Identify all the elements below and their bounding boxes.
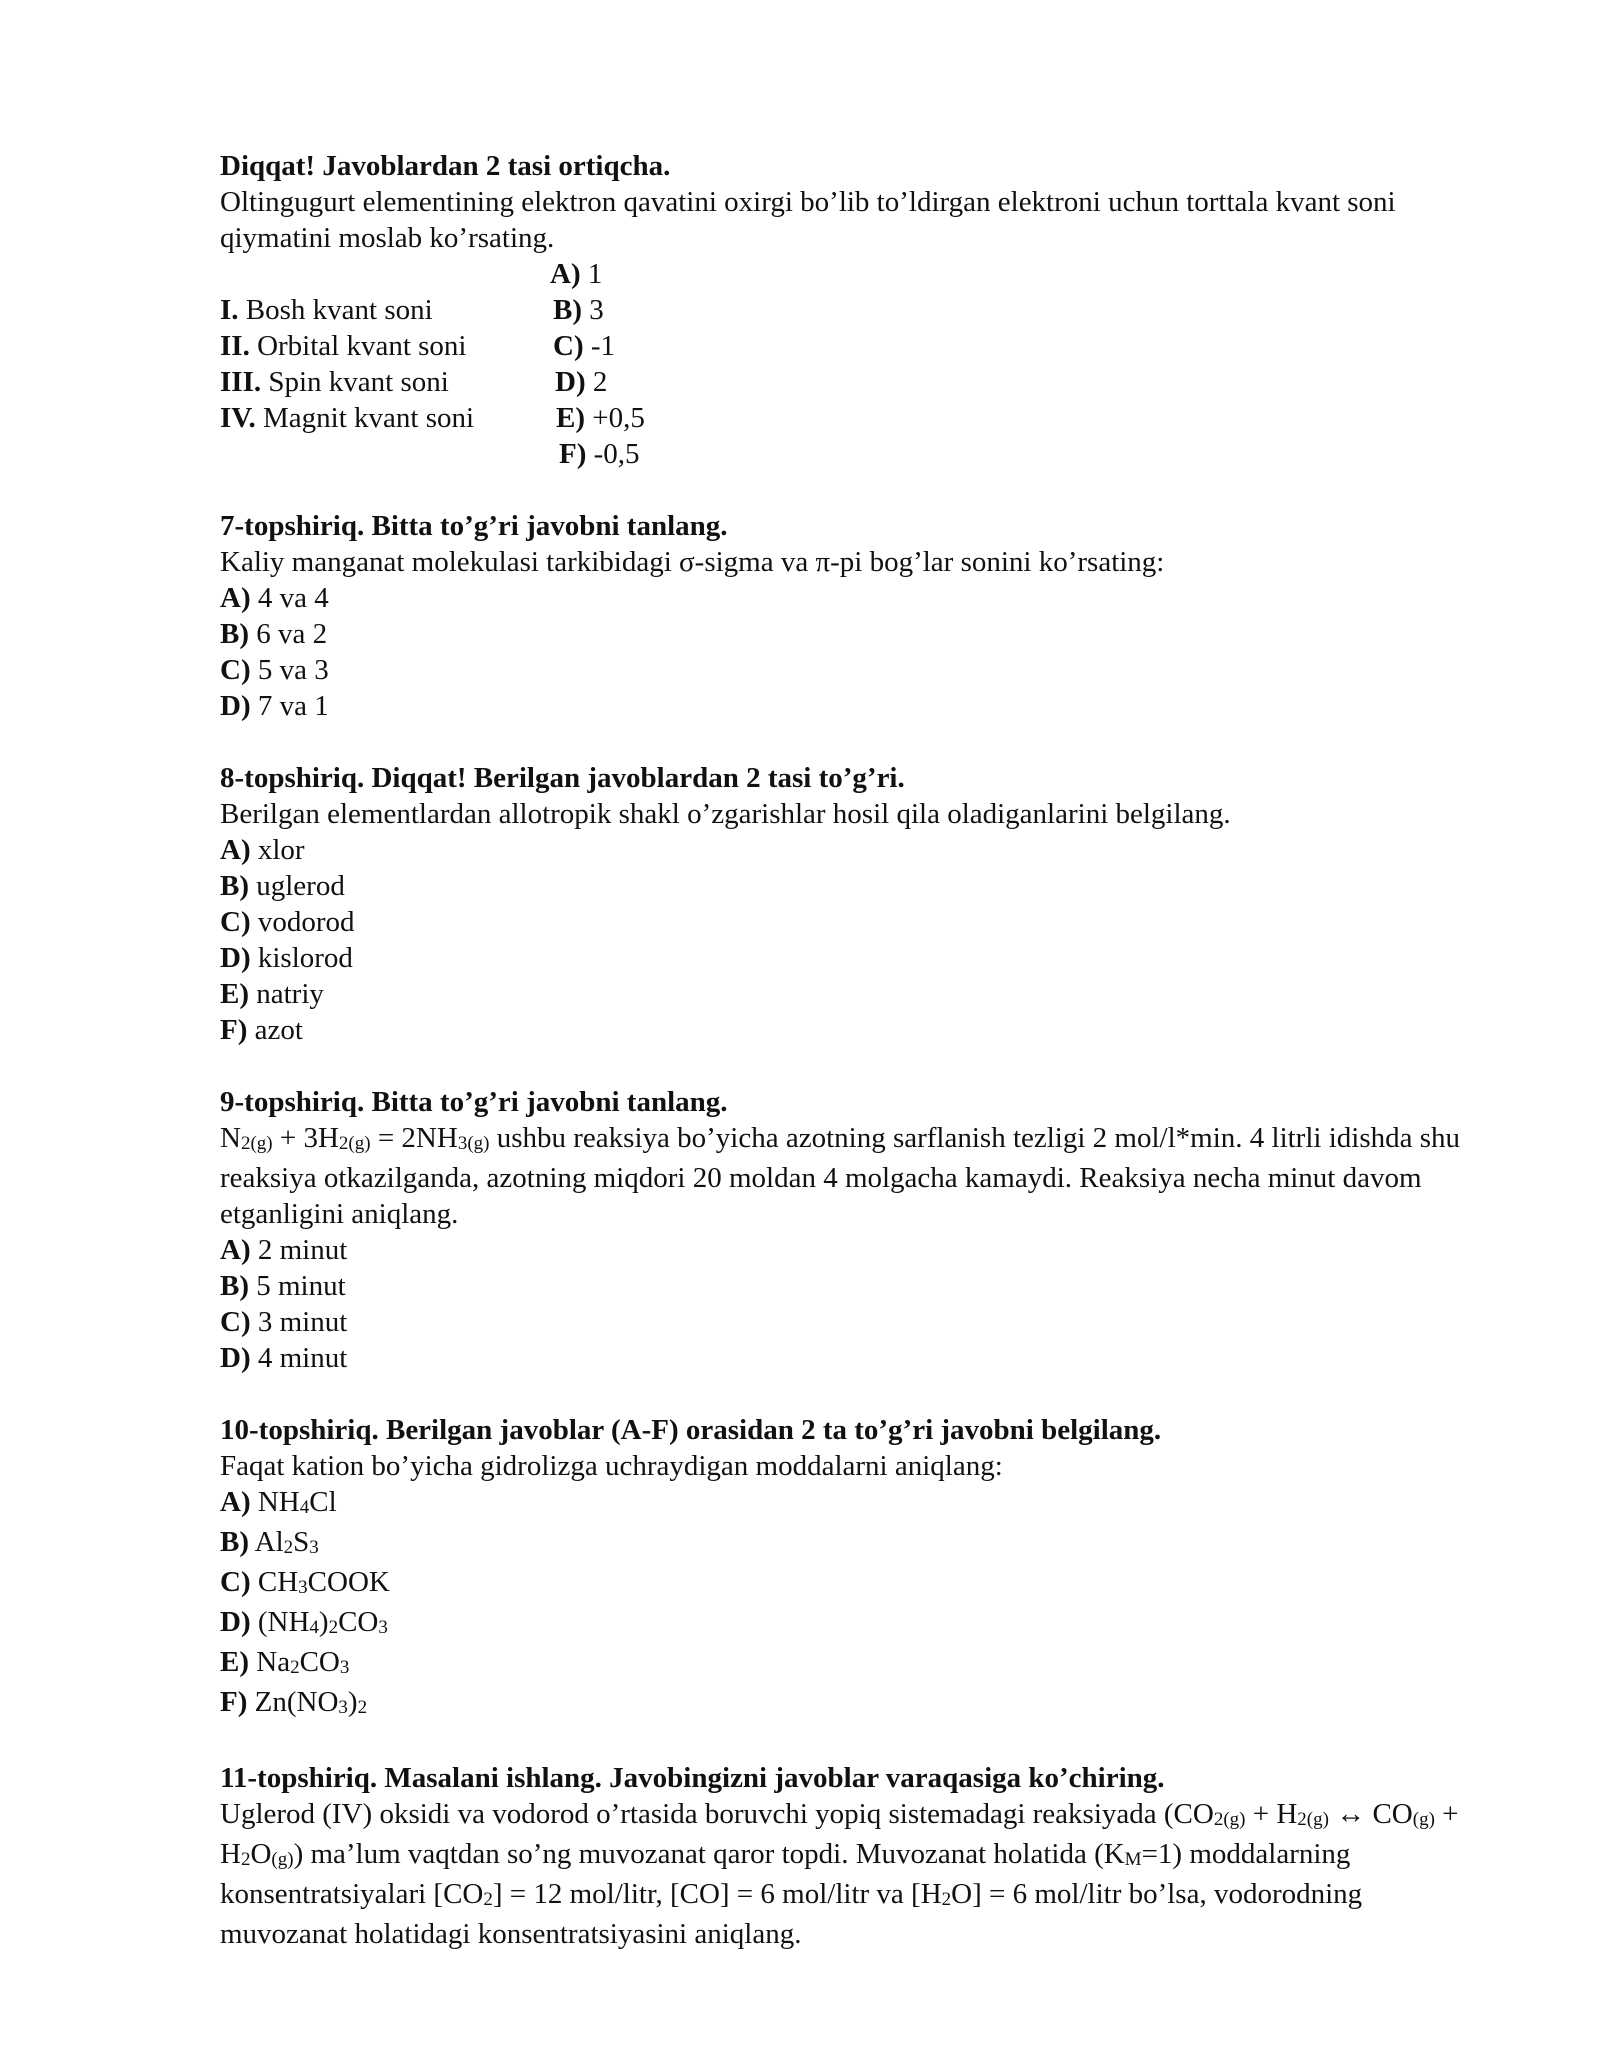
match-item-3: III. Spin kvant soni: [220, 366, 449, 398]
answer-option-a: A) xlor: [220, 834, 305, 866]
match-item-1: I. Bosh kvant soni: [220, 294, 433, 326]
answer-option-b: B) $Al_2S_3$: [220, 1526, 319, 1558]
question-6-text: Oltingugurt elementining elektron qavatini oxirgi bo’lib to’ldirgan elektroni uchun torttala kvant soni qiymatini moslab ko’rsating.: [220, 186, 1396, 254]
question-11-heading: 11-topshiriq. Masalani ishlang. Javobingizni javoblar varaqasiga ko’chiring.: [220, 1762, 1165, 1794]
answer-option-d: D) 7 va 1: [220, 690, 329, 722]
answer-option-a: A) 2 minut: [220, 1234, 348, 1266]
answer-option-b: B) uglerod: [220, 870, 345, 902]
answer-option-c: C) vodorod: [220, 906, 355, 938]
answer-option-f: F) azot: [220, 1014, 303, 1046]
question-8-text: Berilgan elementlardan allotropik shakl o’zgarishlar hosil qila oladiganlarini belgilang.: [220, 798, 1231, 830]
match-item-2: II. Orbital kvant soni: [220, 330, 467, 362]
question-10-text: Faqat kation bo’yicha gidrolizga uchraydigan moddalarni aniqlang:: [220, 1450, 1003, 1482]
document-page: [220, 148, 1480, 1952]
answer-option-d: D) 4 minut: [220, 1342, 348, 1374]
match-row: [220, 328, 1480, 364]
answer-option-b: B) 6 va 2: [220, 618, 328, 650]
question-9: [220, 1084, 1480, 1376]
question-7: [220, 508, 1480, 724]
reaction-equation: $N_{2(g)} + 3H_{2(g)} = 2NH_{3(g)}$: [220, 1122, 490, 1154]
question-10: [220, 1412, 1480, 1724]
match-row: [220, 436, 1480, 472]
answer-option-d: D) $(NH_4)_2CO_3$: [220, 1606, 388, 1638]
question-9-text: $N_{2(g)} + 3H_{2(g)} = 2NH_{3(g)}$ ushbu reaksiya bo’yicha azotning sarflanish tezligi 2 mol/l*min. 4 litrli idishda shu reaksiya otkazilganda, azotning miqdori 20 moldan 4 molgacha kamaydi. Reaksiya necha minut davom etganligini aniqlang.: [220, 1122, 1461, 1230]
question-11: [220, 1760, 1480, 1952]
match-item-4: IV. Magnit kvant soni: [220, 402, 475, 434]
question-9-heading: 9-topshiriq. Bitta to’g’ri javobni tanlang.: [220, 1086, 728, 1118]
question-6: [220, 148, 1480, 472]
answer-option-e: E) $Na_2CO_3$: [220, 1646, 350, 1678]
answer-option-c: C) -1: [553, 330, 616, 362]
answer-option-b: B) 3: [553, 294, 604, 326]
answer-option-d: D) 2: [555, 366, 608, 398]
question-8-heading: 8-topshiriq. Diqqat! Berilgan javoblardan 2 tasi to’g’ri.: [220, 762, 905, 794]
answer-option-a: A) $NH_4Cl$: [220, 1486, 337, 1518]
question-10-heading: 10-topshiriq. Berilgan javoblar (A-F) orasidan 2 ta to’g’ri javobni belgilang.: [220, 1414, 1162, 1446]
answer-option-c: C) 5 va 3: [220, 654, 329, 686]
answer-option-a: A) 1: [550, 258, 603, 290]
question-7-text: Kaliy manganat molekulasi tarkibidagi σ-sigma va π-pi bog’lar sonini ko’rsating:: [220, 546, 1165, 578]
match-row: [220, 256, 1480, 292]
answer-option-b: B) 5 minut: [220, 1270, 346, 1302]
match-row: [220, 400, 1480, 436]
answer-option-e: E) natriy: [220, 978, 324, 1010]
answer-option-f: F) -0,5: [559, 438, 640, 470]
question-11-text: Uglerod (IV) oksidi va vodorod o’rtasida boruvchi yopiq sistemadagi reaksiyada ($CO_{2(g)} + H_{2(g)}$ ↔ $CO_{(g)} + H_2O_{(g)}$) ma’lum vaqtdan so’ng muvozanat qaror topdi. Muvozanat holatida $(K_M=1)$ moddalarning konsentratsiyalari $[CO_2] = 12$ mol/litr, [CO] = 6 mol/litr va $[H_2O] = 6$ mol/litr bo’lsa, vodorodning muvozanat holatidagi konsentratsiyasini aniqlang.: [220, 1798, 1459, 1950]
question-7-heading: 7-topshiriq. Bitta to’g’ri javobni tanlang.: [220, 510, 728, 542]
answer-option-a: A) 4 va 4: [220, 582, 329, 614]
answer-option-c: C) $CH_3COOK$: [220, 1566, 390, 1598]
match-row: [220, 364, 1480, 400]
answer-option-e: E) +0,5: [556, 402, 645, 434]
question-6-heading: Diqqat! Javoblardan 2 tasi ortiqcha.: [220, 150, 671, 182]
answer-option-c: C) 3 minut: [220, 1306, 348, 1338]
answer-option-f: F) $Zn(NO_3)_2$: [220, 1686, 368, 1718]
answer-option-d: D) kislorod: [220, 942, 353, 974]
match-row: [220, 292, 1480, 328]
question-8: [220, 760, 1480, 1048]
